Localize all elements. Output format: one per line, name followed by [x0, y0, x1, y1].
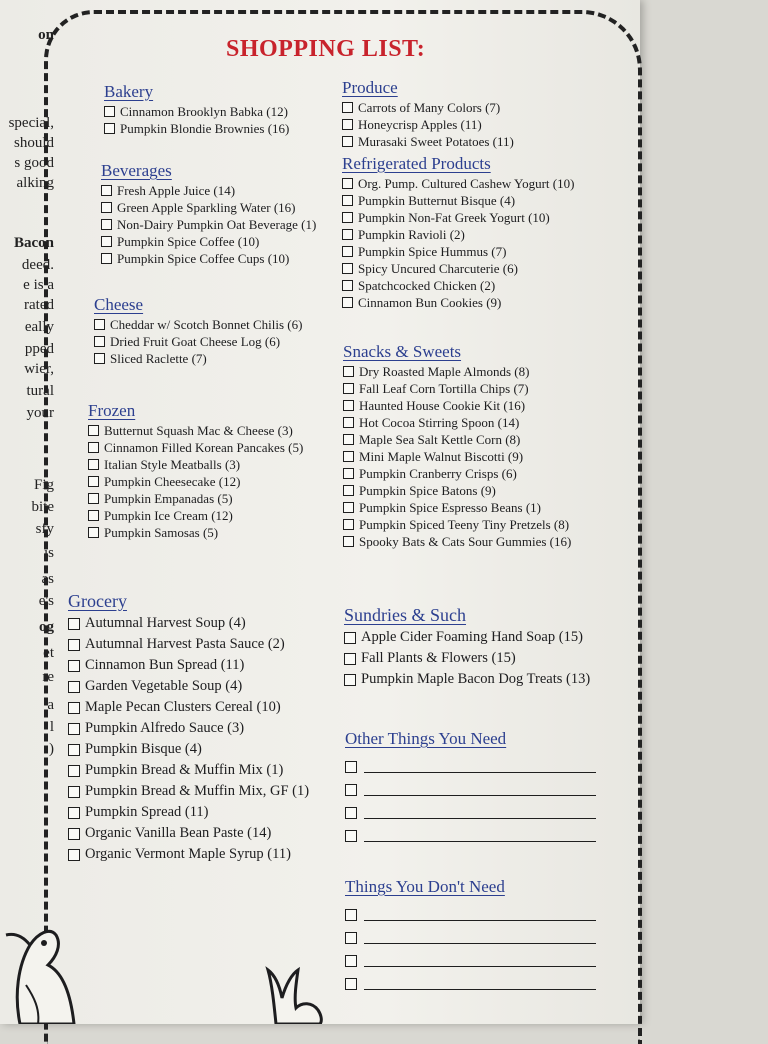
section-beverages: [101, 161, 316, 267]
list-item-label: Mini Maple Walnut Biscotti (9): [359, 449, 524, 464]
list-item: [88, 456, 303, 473]
list-item-label: Org. Pump. Cultured Cashew Yogurt (10): [358, 176, 575, 191]
list-item: [343, 482, 571, 499]
section-refrigerated: [342, 154, 574, 311]
checkbox-icon[interactable]: [345, 807, 357, 819]
checkbox-icon[interactable]: [343, 468, 354, 479]
checkbox-icon[interactable]: [68, 849, 80, 861]
section-heading: Beverages: [101, 161, 172, 180]
checkbox-icon[interactable]: [68, 639, 80, 651]
left-page-fragment: re: [42, 669, 54, 685]
left-page-fragment: pped: [24, 341, 54, 357]
blank-entry-line[interactable]: [345, 819, 596, 842]
write-in-line[interactable]: [364, 943, 596, 944]
checkbox-icon[interactable]: [101, 185, 112, 196]
checkbox-icon[interactable]: [345, 761, 357, 773]
checkbox-icon[interactable]: [343, 434, 354, 445]
list-item: [68, 781, 309, 802]
list-item: [344, 669, 590, 690]
checkbox-icon[interactable]: [104, 106, 115, 117]
list-item: [343, 431, 571, 448]
left-page-fragment: og: [39, 619, 54, 635]
list-item: [94, 333, 302, 350]
checkbox-icon[interactable]: [342, 229, 353, 240]
list-item: [104, 103, 289, 120]
list-item: [88, 439, 303, 456]
checkbox-icon[interactable]: [342, 119, 353, 130]
list-item-label: Pumpkin Spice Coffee Cups (10): [117, 251, 290, 266]
checkbox-icon[interactable]: [104, 123, 115, 134]
checkbox-icon[interactable]: [343, 451, 354, 462]
list-item-label: Fresh Apple Juice (14): [117, 183, 236, 198]
checkbox-icon[interactable]: [88, 459, 99, 470]
section-heading: Refrigerated Products: [342, 154, 491, 173]
list-item-label: Cinnamon Bun Cookies (9): [358, 295, 502, 310]
list-item-label: Pumpkin Blondie Brownies (16): [120, 121, 290, 136]
checkbox-icon[interactable]: [94, 353, 105, 364]
checkbox-icon[interactable]: [101, 202, 112, 213]
list-item: [342, 260, 574, 277]
list-item: [101, 199, 316, 216]
checkbox-icon[interactable]: [345, 909, 357, 921]
left-page-fragment: e is a: [23, 277, 54, 293]
list-item-label: Pumpkin Butternut Bisque (4): [358, 193, 516, 208]
list-item-label: Pumpkin Empanadas (5): [104, 491, 233, 506]
write-in-line[interactable]: [364, 772, 596, 773]
list-item-label: Dried Fruit Goat Cheese Log (6): [110, 334, 281, 349]
list-item: [342, 99, 514, 116]
checkbox-icon[interactable]: [68, 786, 80, 798]
list-item-label: Pumpkin Bisque (4): [85, 741, 202, 757]
write-in-line[interactable]: [364, 818, 596, 819]
list-item-label: Dry Roasted Maple Almonds (8): [359, 364, 530, 379]
left-page-fragment: alking: [16, 175, 54, 191]
section-heading: Sundries & Such: [344, 605, 467, 625]
list-item-label: Pumpkin Ravioli (2): [358, 227, 465, 242]
page-title: SHOPPING LIST:: [226, 36, 426, 62]
checkbox-icon[interactable]: [88, 442, 99, 453]
list-item: [342, 294, 574, 311]
left-page-fragment: eally: [24, 319, 54, 335]
checkbox-icon[interactable]: [343, 502, 354, 513]
list-item: [68, 844, 309, 865]
write-in-line[interactable]: [364, 920, 596, 921]
left-page-fragment: is: [43, 545, 54, 561]
list-item-label: Autumnal Harvest Soup (4): [85, 615, 246, 631]
list-item: [344, 627, 590, 648]
checkbox-icon[interactable]: [101, 219, 112, 230]
list-item-label: Cinnamon Brooklyn Babka (12): [120, 104, 288, 119]
left-page-fragment: Fig: [33, 477, 54, 493]
section-heading: Produce: [342, 78, 398, 97]
checkbox-icon[interactable]: [344, 632, 356, 644]
checkbox-icon[interactable]: [344, 653, 356, 665]
checkbox-icon[interactable]: [68, 765, 80, 777]
section-grocery: [68, 591, 309, 865]
write-in-line[interactable]: [364, 841, 596, 842]
section-frozen: [88, 401, 303, 541]
list-item-label: Pumpkin Samosas (5): [104, 525, 219, 540]
checkbox-icon[interactable]: [342, 195, 353, 206]
checkbox-icon[interactable]: [345, 784, 357, 796]
list-item-label: Pumpkin Cranberry Crisps (6): [359, 466, 517, 481]
list-item: [68, 739, 309, 760]
list-item: [68, 697, 309, 718]
list-item-label: Cheddar w/ Scotch Bonnet Chilis (6): [110, 317, 303, 332]
list-item: [101, 233, 316, 250]
blank-entry-line[interactable]: [345, 796, 596, 819]
list-item-label: Haunted House Cookie Kit (16): [359, 398, 526, 413]
checkbox-icon[interactable]: [343, 400, 354, 411]
write-in-line[interactable]: [364, 966, 596, 967]
checkbox-icon[interactable]: [345, 955, 357, 967]
list-item: [68, 613, 309, 634]
list-item: [88, 490, 303, 507]
checkbox-icon[interactable]: [343, 519, 354, 530]
checkbox-icon[interactable]: [342, 212, 353, 223]
list-item-label: Spicy Uncured Charcuterie (6): [358, 261, 518, 276]
list-item-label: Cinnamon Filled Korean Pancakes (5): [104, 440, 304, 455]
list-item-label: Apple Cider Foaming Hand Soap (15): [361, 629, 583, 645]
list-item-label: Organic Vermont Maple Syrup (11): [85, 846, 291, 862]
list-item: [343, 499, 571, 516]
section-heading: Grocery: [68, 591, 127, 611]
list-item-label: Spatchcocked Chicken (2): [358, 278, 496, 293]
section-other-things: [345, 729, 596, 842]
checkbox-icon[interactable]: [345, 932, 357, 944]
checkbox-icon[interactable]: [68, 744, 80, 756]
left-page-fragment: et: [43, 645, 54, 661]
list-item-label: Garden Vegetable Soup (4): [85, 678, 243, 694]
checkbox-icon[interactable]: [88, 493, 99, 504]
list-item: [101, 250, 316, 267]
list-item-label: Autumnal Harvest Pasta Sauce (2): [85, 636, 285, 652]
left-page-fragment: bite: [31, 499, 54, 515]
list-item-label: Cinnamon Bun Spread (11): [85, 657, 245, 673]
bird-illustration: [0, 905, 100, 1024]
list-item-label: Spooky Bats & Cats Sour Gummies (16): [359, 534, 572, 549]
list-item-label: Pumpkin Spice Espresso Beans (1): [359, 500, 541, 515]
list-item-label: Butternut Squash Mac & Cheese (3): [104, 423, 293, 438]
checkbox-icon[interactable]: [94, 336, 105, 347]
section-cheese: [94, 295, 302, 367]
left-page-fragment: should: [13, 135, 54, 151]
list-item: [88, 507, 303, 524]
list-item: [342, 116, 514, 133]
list-item-label: Honeycrisp Apples (11): [358, 117, 482, 132]
list-item-label: Maple Sea Salt Kettle Corn (8): [359, 432, 521, 447]
blank-entry-line[interactable]: [345, 967, 596, 990]
section-heading: Other Things You Need: [345, 729, 507, 748]
checkbox-icon[interactable]: [342, 246, 353, 257]
checkbox-icon[interactable]: [68, 807, 80, 819]
list-item: [68, 760, 309, 781]
list-item: [94, 316, 302, 333]
checkbox-icon[interactable]: [342, 178, 353, 189]
list-item: [342, 226, 574, 243]
checkbox-icon[interactable]: [88, 527, 99, 538]
section-snacks: [343, 342, 571, 550]
list-item-label: Non-Dairy Pumpkin Oat Beverage (1): [117, 217, 317, 232]
list-item: [104, 120, 289, 137]
left-page-fragment: l: [49, 719, 54, 735]
list-item-label: Fall Plants & Flowers (15): [361, 650, 516, 666]
list-item-label: Pumpkin Maple Bacon Dog Treats (13): [361, 671, 591, 687]
write-in-line[interactable]: [364, 989, 596, 990]
list-item: [343, 465, 571, 482]
checkbox-icon[interactable]: [68, 660, 80, 672]
list-item: [88, 473, 303, 490]
blank-entry-line[interactable]: [345, 773, 596, 796]
list-item-label: Italian Style Meatballs (3): [104, 457, 241, 472]
checkbox-icon[interactable]: [68, 723, 80, 735]
blank-entry-line[interactable]: [345, 750, 596, 773]
list-item: [343, 397, 571, 414]
checkbox-icon[interactable]: [68, 702, 80, 714]
list-item: [68, 634, 309, 655]
left-page-fragment: tural: [26, 383, 54, 399]
list-item: [68, 718, 309, 739]
list-item: [101, 182, 316, 199]
checkbox-icon[interactable]: [88, 425, 99, 436]
list-item: [343, 380, 571, 397]
list-item: [343, 533, 571, 550]
section-heading: Frozen: [88, 401, 136, 420]
list-item: [343, 363, 571, 380]
checkbox-icon[interactable]: [94, 319, 105, 330]
checkbox-icon[interactable]: [345, 830, 357, 842]
list-item-label: Pumpkin Cheesecake (12): [104, 474, 241, 489]
list-item: [88, 422, 303, 439]
list-item: [68, 655, 309, 676]
checkbox-icon[interactable]: [88, 476, 99, 487]
list-item: [68, 676, 309, 697]
list-item-label: Sliced Raclette (7): [110, 351, 207, 366]
list-item-label: Green Apple Sparkling Water (16): [117, 200, 296, 215]
list-item-label: Murasaki Sweet Potatoes (11): [358, 134, 514, 149]
list-item: [344, 648, 590, 669]
checkbox-icon[interactable]: [342, 263, 353, 274]
left-page-fragment: a: [47, 697, 54, 713]
list-item: [342, 175, 574, 192]
left-page-fragment: sfy: [35, 521, 54, 537]
checkbox-icon[interactable]: [343, 383, 354, 394]
section-sundries: [344, 605, 590, 690]
section-heading: Snacks & Sweets: [343, 342, 462, 361]
list-item-label: Carrots of Many Colors (7): [358, 100, 501, 115]
left-page-fragment: e's: [38, 593, 54, 609]
section-things-dont-need: [345, 877, 596, 990]
list-item-label: Maple Pecan Clusters Cereal (10): [85, 699, 281, 715]
checkbox-icon[interactable]: [68, 828, 80, 840]
left-page-fragment: as: [41, 571, 54, 587]
checkbox-icon[interactable]: [344, 674, 356, 686]
list-item-label: Pumpkin Spread (11): [85, 804, 209, 820]
left-page-fragment: on: [38, 27, 54, 43]
list-item: [342, 209, 574, 226]
list-item: [342, 133, 514, 150]
left-page-fragment: deed.: [21, 257, 54, 273]
checkbox-icon[interactable]: [343, 536, 354, 547]
write-in-line[interactable]: [364, 795, 596, 796]
left-page-fragment: special,: [8, 115, 54, 131]
checkbox-icon[interactable]: [101, 253, 112, 264]
blank-entry-line[interactable]: [345, 921, 596, 944]
left-page-fragment: ): [49, 741, 54, 757]
blank-entry-line[interactable]: [345, 944, 596, 967]
list-item-label: Fall Leaf Corn Tortilla Chips (7): [359, 381, 529, 396]
left-page-fragment: wier,: [24, 361, 54, 377]
list-item-label: Pumpkin Ice Cream (12): [104, 508, 233, 523]
list-item-label: Organic Vanilla Bean Paste (14): [85, 825, 272, 841]
list-item: [342, 192, 574, 209]
list-item-label: Pumpkin Bread & Muffin Mix, GF (1): [85, 783, 310, 799]
list-item: [342, 277, 574, 294]
list-item: [68, 802, 309, 823]
left-page-fragment: s good: [14, 155, 54, 171]
checkbox-icon[interactable]: [88, 510, 99, 521]
left-page-fragment: Bacon: [13, 235, 54, 251]
section-heading: Things You Don't Need: [345, 877, 505, 896]
list-item: [101, 216, 316, 233]
list-item: [88, 524, 303, 541]
left-page-fragment: rated: [24, 297, 54, 313]
list-item-label: Pumpkin Spice Coffee (10): [117, 234, 260, 249]
list-item-label: Pumpkin Spice Hummus (7): [358, 244, 507, 259]
left-page-fragment: your: [26, 405, 54, 421]
list-item-label: Pumpkin Bread & Muffin Mix (1): [85, 762, 284, 778]
bunny-illustration: [258, 964, 328, 1024]
checkbox-icon[interactable]: [343, 485, 354, 496]
checkbox-icon[interactable]: [68, 618, 80, 630]
checkbox-icon[interactable]: [101, 236, 112, 247]
checkbox-icon[interactable]: [345, 978, 357, 990]
blank-entry-line[interactable]: [345, 898, 596, 921]
checkbox-icon[interactable]: [342, 136, 353, 147]
list-item-label: Hot Cocoa Stirring Spoon (14): [359, 415, 520, 430]
list-item: [343, 414, 571, 431]
list-item: [342, 243, 574, 260]
checkbox-icon[interactable]: [342, 297, 353, 308]
checkbox-icon[interactable]: [343, 417, 354, 428]
list-item: [94, 350, 302, 367]
list-item-label: Pumpkin Alfredo Sauce (3): [85, 720, 245, 736]
checkbox-icon[interactable]: [343, 366, 354, 377]
section-heading: Bakery: [104, 82, 154, 101]
section-heading: Cheese: [94, 295, 144, 314]
list-item-label: Pumpkin Non-Fat Greek Yogurt (10): [358, 210, 550, 225]
list-item: [68, 823, 309, 844]
list-item: [343, 516, 571, 533]
list-item-label: Pumpkin Spice Batons (9): [359, 483, 496, 498]
section-produce: [342, 78, 514, 150]
checkbox-icon[interactable]: [342, 280, 353, 291]
section-bakery: [104, 82, 289, 137]
list-item: [343, 448, 571, 465]
checkbox-icon[interactable]: [342, 102, 353, 113]
list-item-label: Pumpkin Spiced Teeny Tiny Pretzels (8): [359, 517, 570, 532]
checkbox-icon[interactable]: [68, 681, 80, 693]
